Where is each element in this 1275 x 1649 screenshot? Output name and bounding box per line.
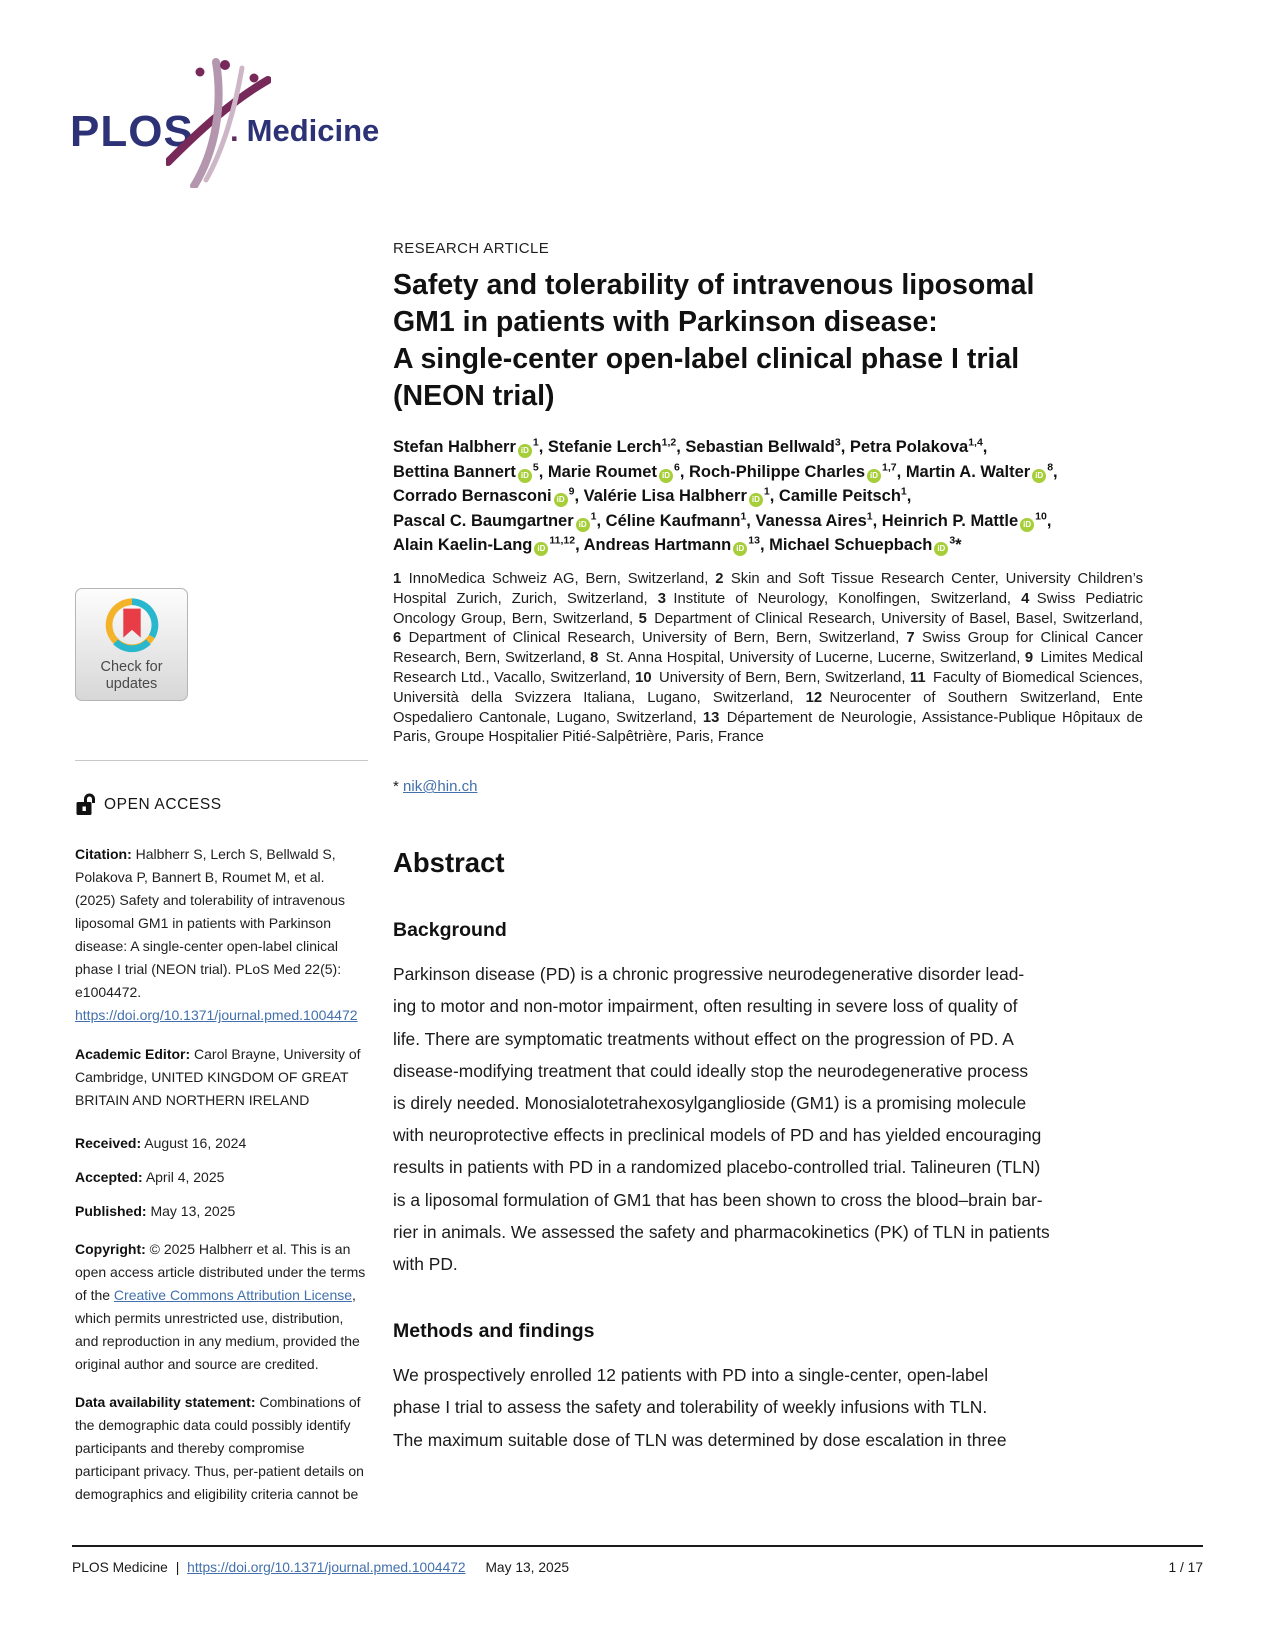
footer-journal: PLOS Medicine (72, 1560, 168, 1575)
copyright-text-pre: © 2025 Halbherr et al. This is an open access article distributed under the terms of the (75, 1241, 366, 1303)
text-line: disease-modifying treatment that could ideally stop the neurodegenerative process (393, 1060, 1029, 1081)
author-name: Petra Polakova (849, 438, 969, 456)
badge-line1: Check for (100, 659, 163, 675)
citation-text: Halbherr S, Lerch S, Bellwald S, Polakova P, Bannert B, Roumet M, et al. (2025) Safety and tolerability of intravenous liposomal GM1 in patients with Parkinson disease: A single-center open-label clinical phase I trial (NEON trial). PLoS Med 22(5): e1004472. (75, 846, 346, 1000)
published-block (75, 1200, 368, 1223)
affiliation-number: 1 (393, 570, 402, 587)
author-list (393, 435, 1143, 558)
received-date: August 16, 2024 (144, 1135, 247, 1151)
author-name: Alain Kaelin-Lang (393, 536, 533, 555)
correspondence-email-link[interactable]: nik@hin.ch (403, 778, 478, 796)
author-line: Alain Kaelin-Lang iD$^{11,12}$, Andreas Hartmann $iD^{13}$, Michael Schuepbach $iD^3*$ (393, 534, 962, 555)
article-title-line: (NEON trial) (393, 380, 555, 412)
author-affiliation-sup: 1 (866, 510, 873, 523)
article-title (393, 267, 1143, 415)
open-access-label: OPEN ACCESS (104, 795, 222, 813)
affiliation-number: 5 (638, 610, 647, 627)
copyright-block (75, 1238, 368, 1376)
received-block (75, 1132, 368, 1155)
author-affiliation-sup: 3 (949, 534, 956, 547)
footer-rule (72, 1545, 1203, 1547)
journal-name-label: Medicine (246, 113, 380, 148)
cc-license-link[interactable]: Creative Commons Attribution License (113, 1287, 353, 1303)
affiliation-number: 3 (657, 590, 666, 607)
author-name: Andreas Hartmann (583, 536, 732, 555)
footer-page-number: 1 / 17 (1168, 1560, 1203, 1575)
text-line: with PD. (393, 1253, 458, 1274)
academic-editor-label: Academic Editor: (75, 1046, 191, 1062)
crossmark-icon (103, 596, 161, 654)
author-name: Céline Kaufmann (605, 511, 741, 530)
text-line: is direly needed. Monosialotetrahexosylganglioside (GM1) is a promising molecule (393, 1092, 1027, 1113)
copyright-label: Copyright: (75, 1241, 146, 1257)
journal-name (230, 115, 379, 146)
article-type-kicker: RESEARCH ARTICLE (393, 240, 550, 257)
footer (72, 1560, 1203, 1575)
author-affiliation-sup: 1 (532, 436, 539, 449)
author-name: Michael Schuepbach (769, 536, 933, 555)
orcid-icon[interactable]: iD (1032, 469, 1046, 483)
affiliation-number: 6 (393, 630, 402, 647)
author-name: Marie Roumet (547, 462, 657, 481)
orcid-icon[interactable]: iD (1020, 518, 1034, 532)
footer-date: May 13, 2025 (485, 1560, 570, 1575)
author-affiliation-sup: 5 (532, 461, 539, 474)
text-line: results in patients with PD in a randomized placebo-controlled trial. Talineuren (TLN) (393, 1157, 1041, 1178)
author-affiliation-sup: 3 (834, 436, 841, 449)
affiliation-number: 9 (1024, 650, 1034, 667)
orcid-icon[interactable]: iD (867, 469, 881, 483)
text-line: life. There are symptomatic treatments without effect on the progression of PD. A (393, 1028, 1014, 1049)
text-line: The maximum suitable dose of TLN was determined by dose escalation in three (393, 1429, 1007, 1450)
logo-dot: . (230, 113, 239, 148)
correspondence-marker: * (393, 778, 399, 796)
academic-editor-block (75, 1043, 368, 1112)
author-name: Pascal C. Baumgartner (393, 511, 574, 530)
orcid-icon[interactable]: iD (576, 518, 590, 532)
author-affiliation-sup: 6 (673, 461, 680, 474)
sidebar (75, 588, 368, 1506)
orcid-icon[interactable]: iD (934, 542, 948, 556)
affiliation-number: 4 (1021, 590, 1030, 607)
author-name: Valérie Lisa Halbherr (583, 487, 747, 506)
affiliation-number: 2 (715, 570, 724, 587)
author-affiliation-sup: 1,2 (661, 436, 677, 449)
check-for-updates-label (100, 659, 162, 693)
academic-editor-text: Carol Brayne, University of Cambridge, UNITED KINGDOM OF GREAT BRITAIN AND NORTHERN IRELAND (75, 1046, 361, 1108)
author-affiliation-sup: 1,4 (968, 436, 983, 449)
plos-wordmark: PLOS (70, 107, 194, 156)
open-lock-icon (75, 791, 96, 817)
affiliation-number: 10 (635, 669, 652, 686)
sidebar-divider (75, 760, 368, 761)
background-heading: Background (393, 919, 507, 942)
published-label: Published: (75, 1203, 147, 1219)
author-affiliation-sup: 9 (568, 485, 575, 498)
author-affiliation-sup: 1 (590, 510, 597, 523)
text-line: with neuroprotective effects in preclinical models of PD and has yielded encouraging (393, 1125, 1042, 1146)
author-affiliation-sup: 1,7 (882, 461, 897, 474)
author-name: Heinrich P. Mattle (881, 511, 1019, 530)
footer-doi-link[interactable]: https://doi.org/10.1371/journal.pmed.1004472 (187, 1560, 466, 1575)
author-affiliation-sup: 1 (740, 510, 747, 523)
received-label: Received: (75, 1135, 142, 1151)
author-affiliation-sup: 1 (900, 485, 907, 498)
copyright-text-post: , which permits unrestricted use, distribution, and reproduction in any medium, provided the original author and source are credited. (75, 1287, 360, 1372)
open-access-row (75, 791, 368, 817)
author-name: Martin A. Walter (905, 462, 1031, 481)
affiliations: 1 InnoMedica Schweiz AG, Bern, Switzerland, 2 Skin and Soft Tissue Research Center, University Children’s Hospital Zurich, Zurich, Switzerland, 3 Institute of Neurology, Konolfingen, Switzerland, 4 Swiss Pediatric Oncology Group, Bern, Switzerland, 5 Department of Clinical Research, University of Basel, Basel, Switzerland, 6 Department of Clinical Research, University of Bern, Bern, Switzerland, 7 Swiss Group for Clinical Cancer Research, Bern, Switzerland, 8 St. Anna Hospital, University of Lucerne, Lucerne, Switzerland, 9 Limites Medical Research Ltd., Vacallo, Switzerland, 10 University of Bern, Bern, Switzerland, 11 Faculty of Biomedical Sciences, Università della Svizzera Italiana, Lugano, Switzerland, 12 Neurocenter of Southern Switzerland, Ente Ospedaliero Cantonale, Lugano, Switzerland, 13 Département de Neurologie, Assistance-Publique Hôpitaux de Paris, Groupe Hospitalier Pitié-Salpêtrière, Paris, France (393, 570, 1144, 746)
author-affiliation-sup: 1 (763, 485, 770, 498)
affiliation-number: 13 (702, 709, 720, 726)
affiliation-number: 11 (909, 669, 926, 686)
author-name: Sebastian Bellwald (685, 438, 835, 456)
check-for-updates-button[interactable] (75, 588, 188, 701)
plos-medicine-logo (70, 58, 430, 190)
text-line: rier in animals. We assessed the safety and pharmacokinetics (PK) of TLN in patients (393, 1221, 1050, 1242)
methods-heading: Methods and findings (393, 1320, 595, 1343)
correspondence (393, 778, 1143, 795)
orcid-icon[interactable]: iD (749, 493, 763, 507)
author-line: Bettina Bannert $iD^5$, Marie Roumet $iD^6$, Roch-Philippe Charles iD$^{1,7}$, Martin A. Walter $iD^8$, (393, 461, 1058, 481)
author-line: Stefan Halbherr $iD^1$, Stefanie Lerch$^{1,2}$, Sebastian Bellwald$^3$, Petra Polakova$^{1,4}$, (393, 436, 988, 456)
author-name: Vanessa Aires (755, 511, 867, 530)
methods-paragraph (393, 1359, 1143, 1456)
author-line: Corrado Bernasconi $iD^9$, Valérie Lisa Halbherr $iD^1$, Camille Peitsch$^1$, (393, 485, 912, 506)
citation-doi-link[interactable]: https://doi.org/10.1371/journal.pmed.1004472 (75, 1007, 358, 1023)
text-line: ing to motor and non-motor impairment, often resulting in severe loss of quality of (393, 996, 1018, 1017)
data-availability-text: Combinations of the demographic data could possibly identify participants and thereby compromise participant privacy. Thus, per-patient details on demographics and eligibility criteria cannot be (75, 1394, 364, 1502)
citation-block (75, 843, 368, 1027)
author-affiliation-sup: 8 (1047, 461, 1054, 474)
text-line: phase I trial to assess the safety and tolerability of weekly infusions with TLN. (393, 1397, 988, 1418)
orcid-icon[interactable]: iD (534, 542, 548, 556)
article-title-line: Safety and tolerability of intravenous liposomal (393, 269, 1035, 301)
abstract-heading: Abstract (393, 847, 505, 879)
author-name: Stefan Halbherr (393, 438, 516, 456)
author-affiliation-sup: 10 (1035, 510, 1047, 523)
author-name: Corrado Bernasconi (393, 487, 552, 506)
affiliation-number: 8 (590, 650, 599, 667)
citation-label: Citation: (75, 846, 132, 862)
author-name: Stefanie Lerch (547, 438, 662, 456)
article-title-line: GM1 in patients with Parkinson disease: (393, 306, 938, 338)
published-date: May 13, 2025 (150, 1203, 236, 1219)
author-name: Bettina Bannert (393, 462, 516, 481)
orcid-icon[interactable]: iD (659, 469, 673, 483)
text-line: is a liposomal formulation of GM1 that has been shown to cross the blood–brain bar- (393, 1189, 1043, 1210)
accepted-block (75, 1166, 368, 1189)
affiliation-number: 12 (805, 689, 823, 706)
affiliation-number: 7 (906, 630, 915, 647)
orcid-icon[interactable]: iD (554, 493, 568, 507)
author-name: Roch-Philippe Charles (689, 462, 866, 481)
author-affiliation-sup: 13 (748, 534, 760, 547)
author-affiliation-sup: 11,12 (549, 534, 576, 547)
badge-line2: updates (105, 676, 158, 692)
footer-separator: | (175, 1560, 180, 1575)
data-availability-block (75, 1391, 368, 1506)
main-column (393, 240, 1143, 1456)
author-name: Camille Peitsch (778, 487, 901, 506)
accepted-date: April 4, 2025 (145, 1169, 225, 1185)
footer-left (72, 1560, 569, 1575)
orcid-icon[interactable]: iD (733, 542, 747, 556)
text-line: Parkinson disease (PD) is a chronic progressive neurodegenerative disorder lead- (393, 964, 1025, 985)
article-title-line: A single-center open-label clinical phase I trial (393, 343, 1020, 375)
background-paragraph (393, 958, 1143, 1280)
author-line: Pascal C. Baumgartner $iD^1$, Céline Kaufmann$^1$, Vanessa Aires$^1$, Heinrich P. Mattle $iD^{10}$, (393, 510, 1052, 530)
orcid-icon[interactable]: iD (518, 444, 532, 458)
orcid-icon[interactable]: iD (518, 469, 532, 483)
accepted-label: Accepted: (75, 1169, 143, 1185)
data-availability-label: Data availability statement: (75, 1394, 256, 1410)
text-line: We prospectively enrolled 12 patients with PD into a single-center, open-label (393, 1365, 989, 1386)
